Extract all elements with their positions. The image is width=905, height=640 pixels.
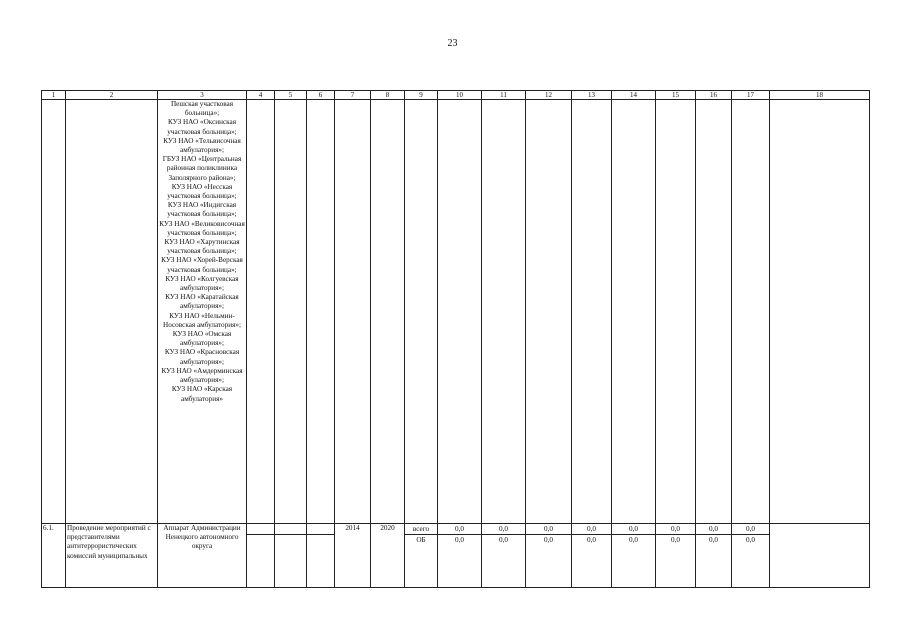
continued-row (42, 100, 870, 524)
value-cell: 0,0 (671, 536, 680, 544)
row-number: 6.1. (42, 524, 66, 588)
value-cell: 0,0 (709, 536, 718, 544)
measure-name: Проведение мероприятий с представителями антитеррористических комиссий муниципальных (66, 524, 158, 588)
col-header: 6 (307, 91, 335, 100)
page-number: 23 (447, 38, 458, 49)
value-cell: 0,0 (656, 524, 695, 535)
executor-list: Пешская участковая больница»; КУЗ НАО «Оксинская участковая больница»; КУЗ НАО «Тельвисочная амбулатория»; ГБУЗ НАО «Центральная районная поликлиника Заполярного района»; КУЗ НАО «Несская участковая больница»; КУЗ НАО «Индигская участковая больница»; КУЗ НАО «Великовисочная участковая больница»; КУЗ НАО «Харутинская участковая больница»; КУЗ НАО «Хорей-Верская участковая больница»; КУЗ НАО «Колгуевская амбулатория»; КУЗ НАО «Каратайская амбулатория»; КУЗ НАО «Нельмин-Носовская амбулатория»; КУЗ НАО «Омская амбулатория»; КУЗ НАО «Красновская амбулатория»; КУЗ НАО «Амдерминская амбулатория»; КУЗ НАО «Карская амбулатория» (158, 100, 247, 524)
value-cell: 0,0 (587, 536, 596, 544)
table-row-6-1 (42, 524, 870, 588)
value-cell: 0,0 (746, 536, 755, 544)
col-header: 2 (66, 91, 158, 100)
value-cell: 0,0 (455, 536, 464, 544)
col-header: 7 (335, 91, 371, 100)
col-header: 11 (482, 91, 526, 100)
value-cell: 0,0 (612, 524, 655, 535)
col-header: 3 (158, 91, 247, 100)
year-end: 2020 (371, 524, 405, 588)
col-header: 8 (371, 91, 405, 100)
col-header: 10 (438, 91, 482, 100)
col-header: 12 (526, 91, 572, 100)
year-start: 2014 (335, 524, 371, 588)
value-cell: 0,0 (438, 524, 481, 535)
value-cell: 0,0 (482, 524, 525, 535)
value-cell: 0,0 (696, 524, 731, 535)
executor-name: Аппарат Администрации Ненецкого автономного округа (158, 524, 247, 588)
value-cell: 0,0 (526, 524, 571, 535)
col-header: 9 (405, 91, 438, 100)
col-header: 17 (732, 91, 770, 100)
col-header: 14 (612, 91, 656, 100)
col-header: 5 (275, 91, 307, 100)
col-header: 16 (696, 91, 732, 100)
value-cell: 0,0 (544, 536, 553, 544)
value-cell: 0,0 (629, 536, 638, 544)
col-header: 18 (770, 91, 870, 100)
col-header: 1 (42, 91, 66, 100)
source-ob: ОБ (416, 536, 426, 544)
column-number-row (42, 91, 870, 100)
col-header: 4 (247, 91, 275, 100)
value-cell: 0,0 (499, 536, 508, 544)
source-total: всего (405, 524, 437, 535)
col-header: 15 (656, 91, 696, 100)
col-header: 13 (572, 91, 612, 100)
value-cell: 0,0 (572, 524, 611, 535)
program-table (41, 90, 870, 588)
value-cell: 0,0 (732, 524, 769, 535)
